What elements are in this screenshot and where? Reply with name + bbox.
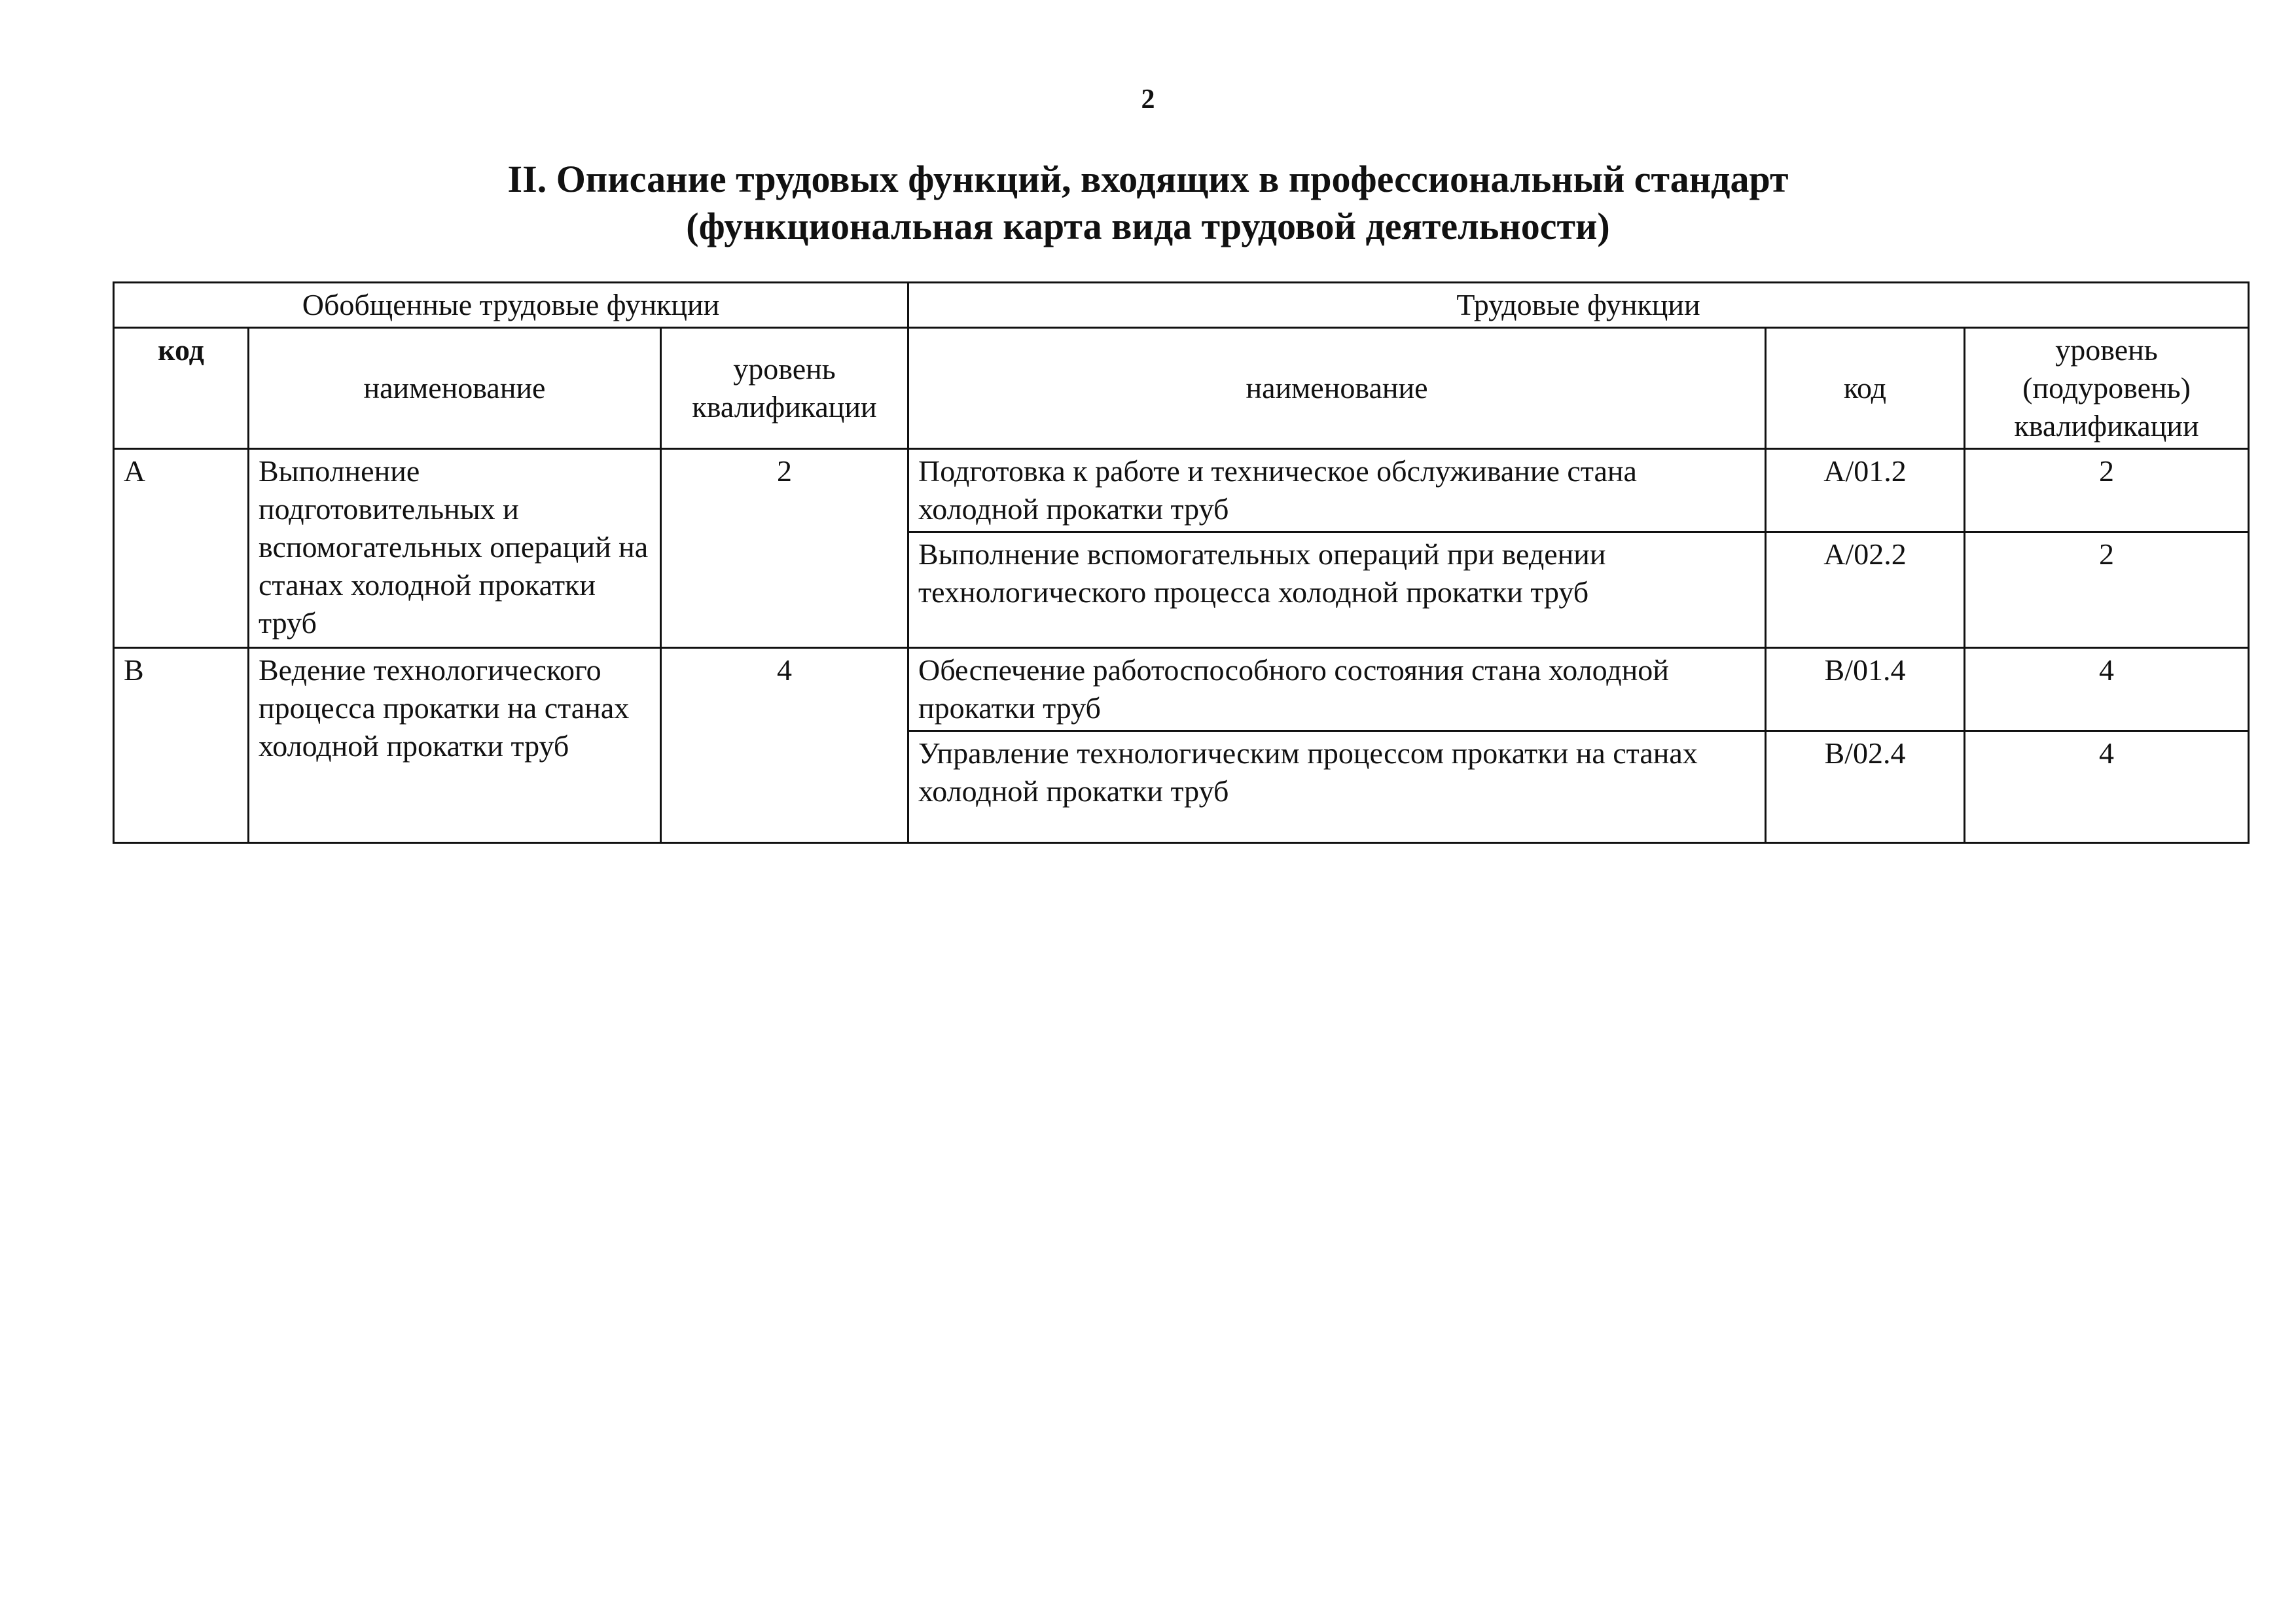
labor-function-level: 4 — [1965, 731, 2249, 843]
labor-function-name: Управление технологическим процессом прокатки на станах холодной прокатки труб — [908, 731, 1766, 843]
table-row — [114, 449, 2249, 532]
header-generalized-functions: Обобщенные трудовые функции — [114, 283, 908, 328]
labor-function-code: B/02.4 — [1766, 731, 1965, 843]
column-header-row — [114, 328, 2249, 449]
generalized-function-code: A — [114, 449, 249, 648]
section-title-line-2: (функциональная карта вида трудовой деятельности) — [686, 205, 1610, 247]
col-header-function-code: код — [1766, 328, 1965, 449]
labor-function-level: 4 — [1965, 648, 2249, 731]
labor-function-level: 2 — [1965, 532, 2249, 648]
generalized-function-name: Выполнение подготовительных и вспомогательных операций на станах холодной прокатки труб — [249, 449, 661, 648]
col-header-generalized-code: код — [114, 328, 249, 449]
labor-function-name: Выполнение вспомогательных операций при ведении технологического процесса холодной прокатки труб — [908, 532, 1766, 648]
col-header-function-name: наименование — [908, 328, 1766, 449]
page-number: 2 — [1141, 84, 1155, 115]
generalized-function-name: Ведение технологического процесса прокатки на станах холодной прокатки труб — [249, 648, 661, 843]
generalized-function-code: B — [114, 648, 249, 843]
table-row — [114, 648, 2249, 731]
generalized-function-level: 2 — [661, 449, 908, 648]
section-title — [0, 156, 2296, 250]
group-header-row — [114, 283, 2249, 328]
labor-function-code: B/01.4 — [1766, 648, 1965, 731]
col-header-generalized-level: уровень квалификации — [661, 328, 908, 449]
section-title-line-1: II. Описание трудовых функций, входящих в профессиональный стандарт — [507, 158, 1789, 200]
col-header-function-level: уровень (подуровень) квалификации — [1965, 328, 2249, 449]
functional-map-table — [113, 281, 2250, 844]
generalized-function-level: 4 — [661, 648, 908, 843]
header-labor-functions: Трудовые функции — [908, 283, 2249, 328]
labor-function-code: A/02.2 — [1766, 532, 1965, 648]
labor-function-name: Обеспечение работоспособного состояния стана холодной прокатки труб — [908, 648, 1766, 731]
labor-function-name: Подготовка к работе и техническое обслуживание стана холодной прокатки труб — [908, 449, 1766, 532]
col-header-generalized-name: наименование — [249, 328, 661, 449]
labor-function-level: 2 — [1965, 449, 2249, 532]
labor-function-code: A/01.2 — [1766, 449, 1965, 532]
